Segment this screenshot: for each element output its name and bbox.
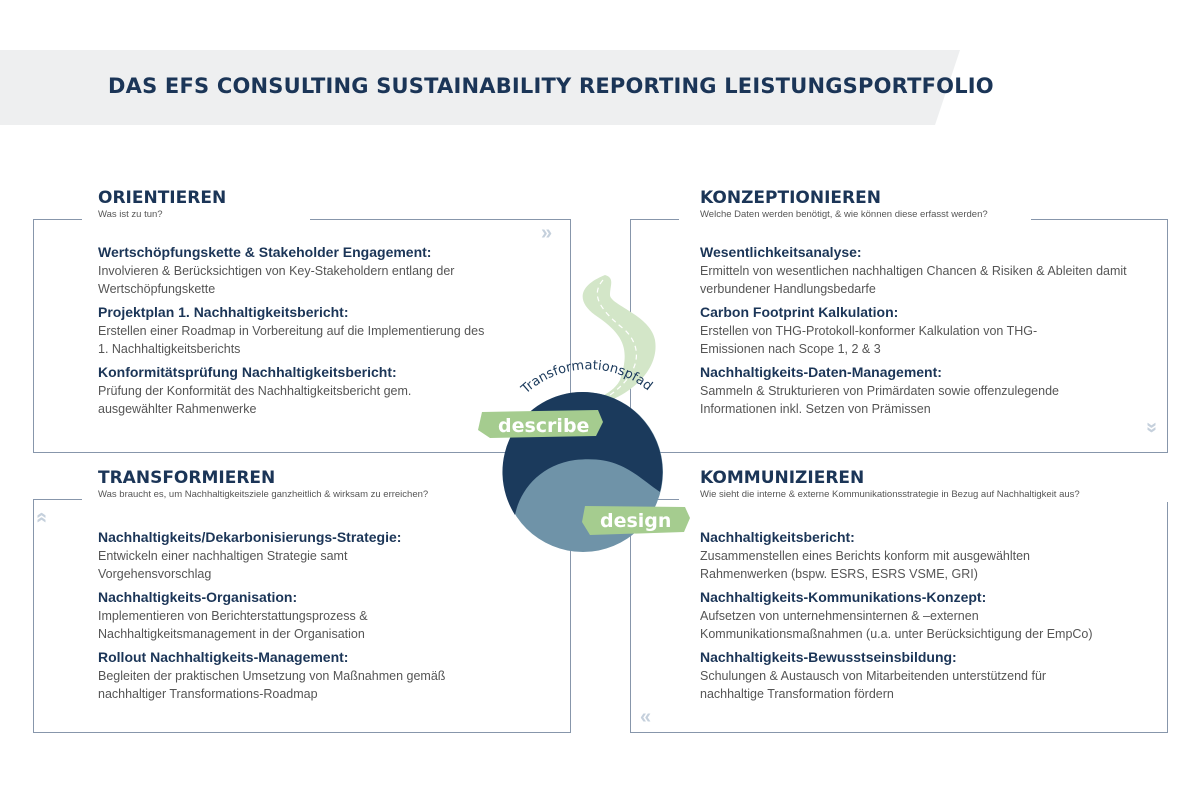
service-text: Implementieren von Berichterstattungsprozess & Nachhaltigkeitsmanagement in der Organisation (98, 609, 368, 641)
service-title: Nachhaltigkeits/Dekarbonisierungs-Strategie: (98, 529, 402, 545)
heading-konzeptionieren: KONZEPTIONIEREN (700, 188, 881, 208)
service-text: Erstellen einer Roadmap in Vorbereitung auf die Implementierung des 1. Nachhaltigkeitsberichts (98, 324, 485, 356)
service-text: Schulungen & Austausch von Mitarbeitenden unterstützend für nachhaltige Transformation fördern (700, 669, 1047, 701)
service-item (98, 587, 538, 643)
service-title: Nachhaltigkeits-Bewusstseinsbildung: (700, 649, 957, 665)
transformation-graphic (460, 260, 720, 560)
service-title: Projektplan 1. Nachhaltigkeitsbericht: (98, 304, 349, 320)
question-orientieren: Was ist zu tun? (98, 209, 163, 220)
service-item (700, 647, 1140, 703)
chevron-right-icon: » (541, 222, 553, 244)
service-text: Zusammenstellen eines Berichts konform mit ausgewählten Rahmenwerken (bspw. ESRS, ESRS VSME, GRI) (700, 549, 1031, 581)
service-item (700, 242, 1140, 298)
heading-transformieren: TRANSFORMIEREN (98, 468, 276, 488)
question-transformieren: Was braucht es, um Nachhaltigkeitsziele ganzheitlich & wirksam zu erreichen? (98, 489, 429, 500)
question-kommunizieren: Wie sieht die interne & externe Kommunikationsstrategie in Bezug auf Nachhaltigkeit aus? (700, 489, 1080, 500)
heading-kommunizieren: KOMMUNIZIEREN (700, 468, 865, 488)
service-title: Nachhaltigkeits-Kommunikations-Konzept: (700, 589, 987, 605)
service-text: Begleiten der praktischen Umsetzung von Maßnahmen gemäß nachhaltiger Transformations-Roadmap (98, 669, 446, 701)
service-item (700, 362, 1140, 418)
chevron-up-icon: » (30, 511, 53, 524)
items-kommunizieren (700, 527, 1140, 707)
service-title: Wesentlichkeitsanalyse: (700, 244, 862, 260)
path-label: Transformationspfad (518, 358, 655, 398)
design-label: design (600, 510, 672, 532)
chevron-left-icon: « (640, 706, 652, 728)
service-title: Wertschöpfungskette & Stakeholder Engagement: (98, 244, 432, 260)
service-text: Erstellen von THG-Protokoll-konformer Kalkulation von THG-Emissionen nach Scope 1, 2 & 3 (700, 324, 1038, 356)
service-item (700, 587, 1140, 643)
question-konzeptionieren: Welche Daten werden benötigt, & wie können diese erfasst werden? (700, 209, 988, 220)
service-text: Aufsetzen von unternehmensinternen & –externen Kommunikationsmaßnahmen (u.a. unter Berücksichtigung der EmpCo) (700, 609, 1093, 641)
service-title: Nachhaltigkeits-Organisation: (98, 589, 298, 605)
service-text: Ermitteln von wesentlichen nachhaltigen Chancen & Risiken & Ableiten damit verbundener Handlungsbedarfe (700, 264, 1127, 296)
service-text: Prüfung der Konformität des Nachhaltigkeitsbericht gem. ausgewählter Rahmenwerke (98, 384, 412, 416)
service-title: Carbon Footprint Kalkulation: (700, 304, 899, 320)
service-title: Konformitätsprüfung Nachhaltigkeitsbericht: (98, 364, 397, 380)
items-konzeptionieren (700, 242, 1140, 422)
service-title: Nachhaltigkeits-Daten-Management: (700, 364, 942, 380)
service-title: Nachhaltigkeitsbericht: (700, 529, 855, 545)
road-icon (545, 275, 656, 410)
page-title: DAS EFS CONSULTING SUSTAINABILITY REPORTING LEISTUNGSPORTFOLIO (108, 74, 994, 98)
service-item (700, 302, 1140, 358)
service-text: Involvieren & Berücksichtigen von Key-Stakeholdern entlang der Wertschöpfungskette (98, 264, 455, 296)
service-text: Sammeln & Strukturieren von Primärdaten sowie offenzulegende Informationen inkl. Setzen von Prämissen (700, 384, 1059, 416)
service-item (98, 647, 538, 703)
service-text: Entwickeln einer nachhaltigen Strategie samt Vorgehensvorschlag (98, 549, 348, 581)
describe-label: describe (498, 415, 590, 437)
heading-orientieren: ORIENTIEREN (98, 188, 227, 208)
chevron-down-icon: » (1141, 421, 1164, 434)
service-title: Rollout Nachhaltigkeits-Management: (98, 649, 349, 665)
service-item (700, 527, 1140, 583)
